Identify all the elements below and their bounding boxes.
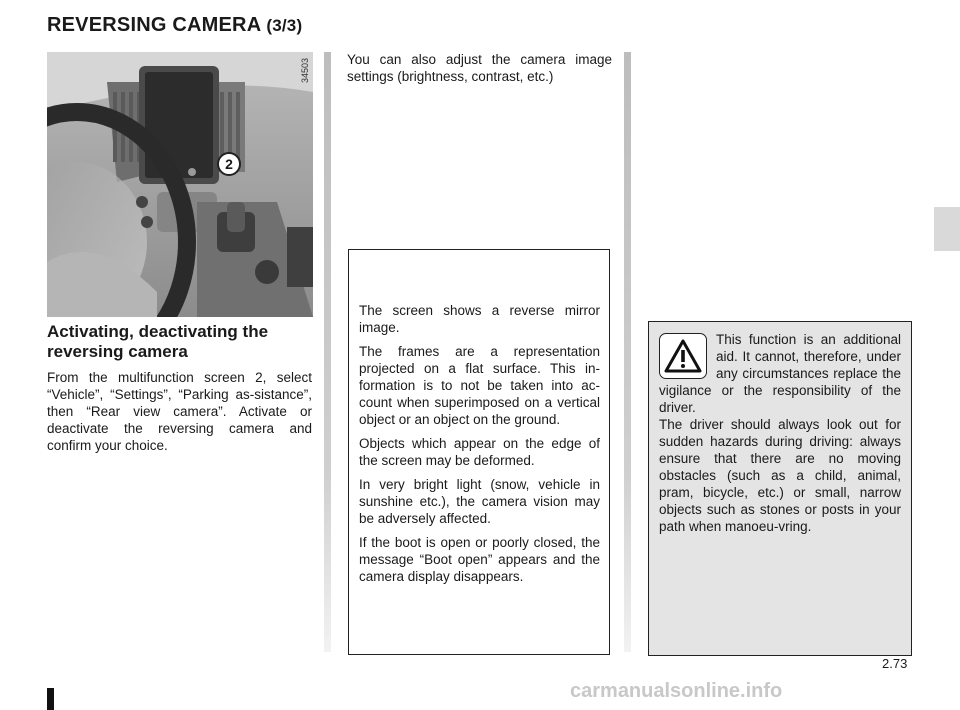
footer-mark bbox=[47, 688, 54, 710]
watermark: carmanualsonline.info bbox=[570, 680, 783, 702]
info-paragraph: The frames are a representation projected on a flat surface. This in-formation is to not be taken into ac-count when superimposed on a vertical object or an object on the ground. bbox=[359, 344, 600, 427]
column-divider-left bbox=[324, 52, 331, 652]
warning-triangle-icon bbox=[659, 333, 707, 379]
chapter-side-tab bbox=[934, 207, 960, 251]
dashboard-photo bbox=[47, 52, 313, 317]
page-number: 2.73 bbox=[882, 656, 908, 671]
page-title bbox=[47, 14, 302, 37]
page-title-suffix: (3/3) bbox=[266, 16, 303, 35]
warning-box bbox=[648, 321, 912, 656]
info-paragraph: Objects which appear on the edge of the screen may be deformed. bbox=[359, 436, 600, 468]
info-paragraph: In very bright light (snow, vehicle in sunshine etc.), the camera vision may be adversely affected. bbox=[359, 477, 600, 526]
left-paragraph: From the multifunction screen 2, select “Vehicle”, “Settings”, “Parking as-sistance”, then “Rear view camera”. Activate or deactivate the reversing camera and confirm your choice. bbox=[47, 370, 312, 453]
middle-paragraph: You can also adjust the camera image settings (brightness, contrast, etc.) bbox=[347, 52, 612, 84]
warning-paragraph-1: This function is an additional aid. It cannot, therefore, under any circumstances replace the vigilance or the responsibility of the driver. bbox=[659, 332, 901, 415]
info-box bbox=[348, 249, 610, 655]
page-title-text: REVERSING CAMERA bbox=[47, 14, 261, 36]
info-paragraph: If the boot is open or poorly closed, the message “Boot open” appears and the camera display disappears. bbox=[359, 535, 600, 584]
photo-reference-code: 34503 bbox=[300, 58, 310, 84]
info-paragraph: The screen shows a reverse mirror image. bbox=[359, 303, 600, 335]
warning-paragraph-2: The driver should always look out for sudden hazards during driving: always ensure that there are no moving obstacles (such as a child, animal, pram, bicycle, etc.) or small, narrow objects such as stones or posts in your path when manoeu-vring. bbox=[659, 417, 901, 534]
dashboard-illustration bbox=[47, 52, 313, 317]
section-heading: Activating, deactivating the reversing camera bbox=[47, 322, 269, 361]
callout-number: 2 bbox=[217, 152, 241, 176]
column-divider-right bbox=[624, 52, 631, 652]
